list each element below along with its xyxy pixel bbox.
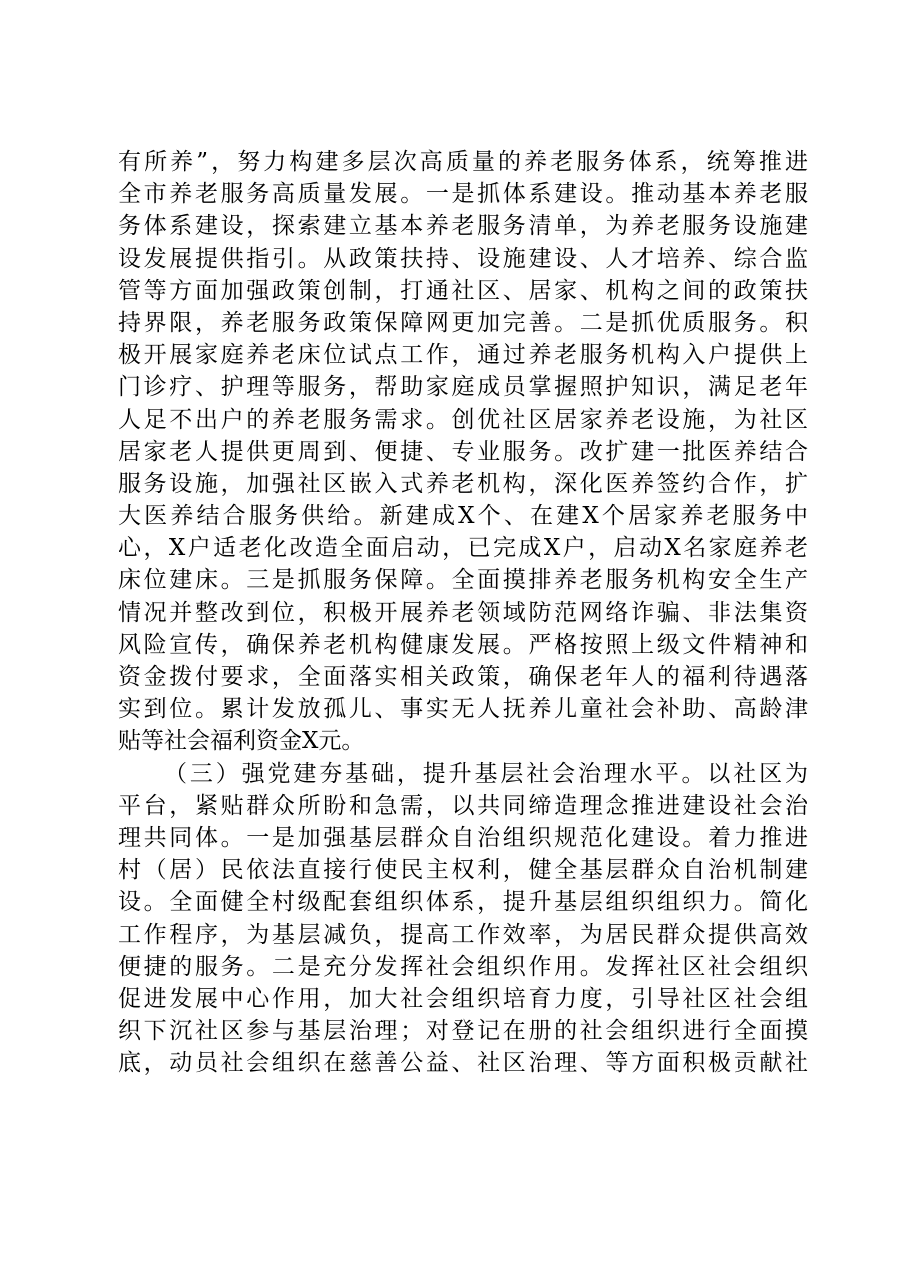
document-body (118, 146, 808, 1079)
text-line: 底，动员社会组织在慈善公益、社区治理、等方面积极贡献社 (118, 1050, 808, 1077)
text-line: 促进发展中心作用，加大社会组织培育力度，引导社区社会组 (118, 985, 808, 1012)
text-line: 平台，紧贴群众所盼和急需，以共同缔造理念推进建设社会治 (118, 792, 808, 819)
text-line: 便捷的服务。二是充分发挥社会组织作用。发挥社区社会组织 (118, 953, 808, 980)
text-line: 资金拨付要求，全面落实相关政策，确保老年人的福利待遇落 (118, 664, 808, 690)
text-line: 风险宣传，确保养老机构健康发展。严格按照上级文件精神和 (118, 631, 808, 658)
text-line: 有所养”，努力构建多层次高质量的养老服务体系，统筹推进 (118, 149, 808, 175)
text-line: 设发展提供指引。从政策扶持、设施建设、人才培养、综合监 (118, 245, 808, 272)
section-heading-line: （三）强党建夯基础，提升基层社会治理水平。以社区为 (164, 760, 808, 787)
text-line: 居家老人提供更周到、便捷、专业服务。改扩建一批医养结合 (118, 438, 808, 465)
text-line: 门诊疗、护理等服务，帮助家庭成员掌握照护知识，满足老年 (118, 374, 808, 401)
text-line: 服务设施，加强社区嵌入式养老机构，深化医养签约合作，扩 (118, 470, 808, 497)
text-line: 工作程序，为基层减负，提高工作效率，为居民群众提供高效 (118, 921, 808, 948)
text-line: 人足不出户的养老服务需求。创优社区居家养老设施，为社区 (118, 406, 808, 433)
text-line: 全市养老服务高质量发展。一是抓体系建设。推动基本养老服 (118, 181, 808, 208)
text-line: 床位建床。三是抓服务保障。全面摸排养老服务机构安全生产 (118, 567, 808, 594)
text-line: 持界限，养老服务政策保障网更加完善。二是抓优质服务。积 (118, 309, 808, 336)
text-line: 织下沉社区参与基层治理；对登记在册的社会组织进行全面摸 (118, 1018, 808, 1045)
text-line: 极开展家庭养老床位试点工作，通过养老服务机构入户提供上 (118, 342, 808, 369)
text-line: 情况并整改到位，积极开展养老领域防范网络诈骗、非法集资 (118, 599, 808, 626)
text-line: 大医养结合服务供给。新建成X个、在建X个居家养老服务中 (118, 503, 808, 530)
text-line: 务体系建设，探索建立基本养老服务清单，为养老服务设施建 (118, 213, 808, 240)
text-line: 管等方面加强政策创制，打通社区、居家、机构之间的政策扶 (118, 277, 808, 304)
paragraph-end-line: 贴等社会福利资金X元。 (118, 728, 365, 755)
text-line: 设。全面健全村级配套组织体系，提升基层组织组织力。简化 (118, 889, 808, 916)
text-line: 理共同体。一是加强基层群众自治组织规范化建设。着力推进 (118, 824, 808, 851)
text-line: 实到位。累计发放孤儿、事实无人抚养儿童社会补助、高龄津 (118, 696, 808, 723)
text-line: 村（居）民依法直接行使民主权利，健全基层群众自治机制建 (118, 857, 808, 884)
text-line: 心，X户适老化改造全面启动，已完成X户，启动X名家庭养老 (118, 535, 808, 562)
